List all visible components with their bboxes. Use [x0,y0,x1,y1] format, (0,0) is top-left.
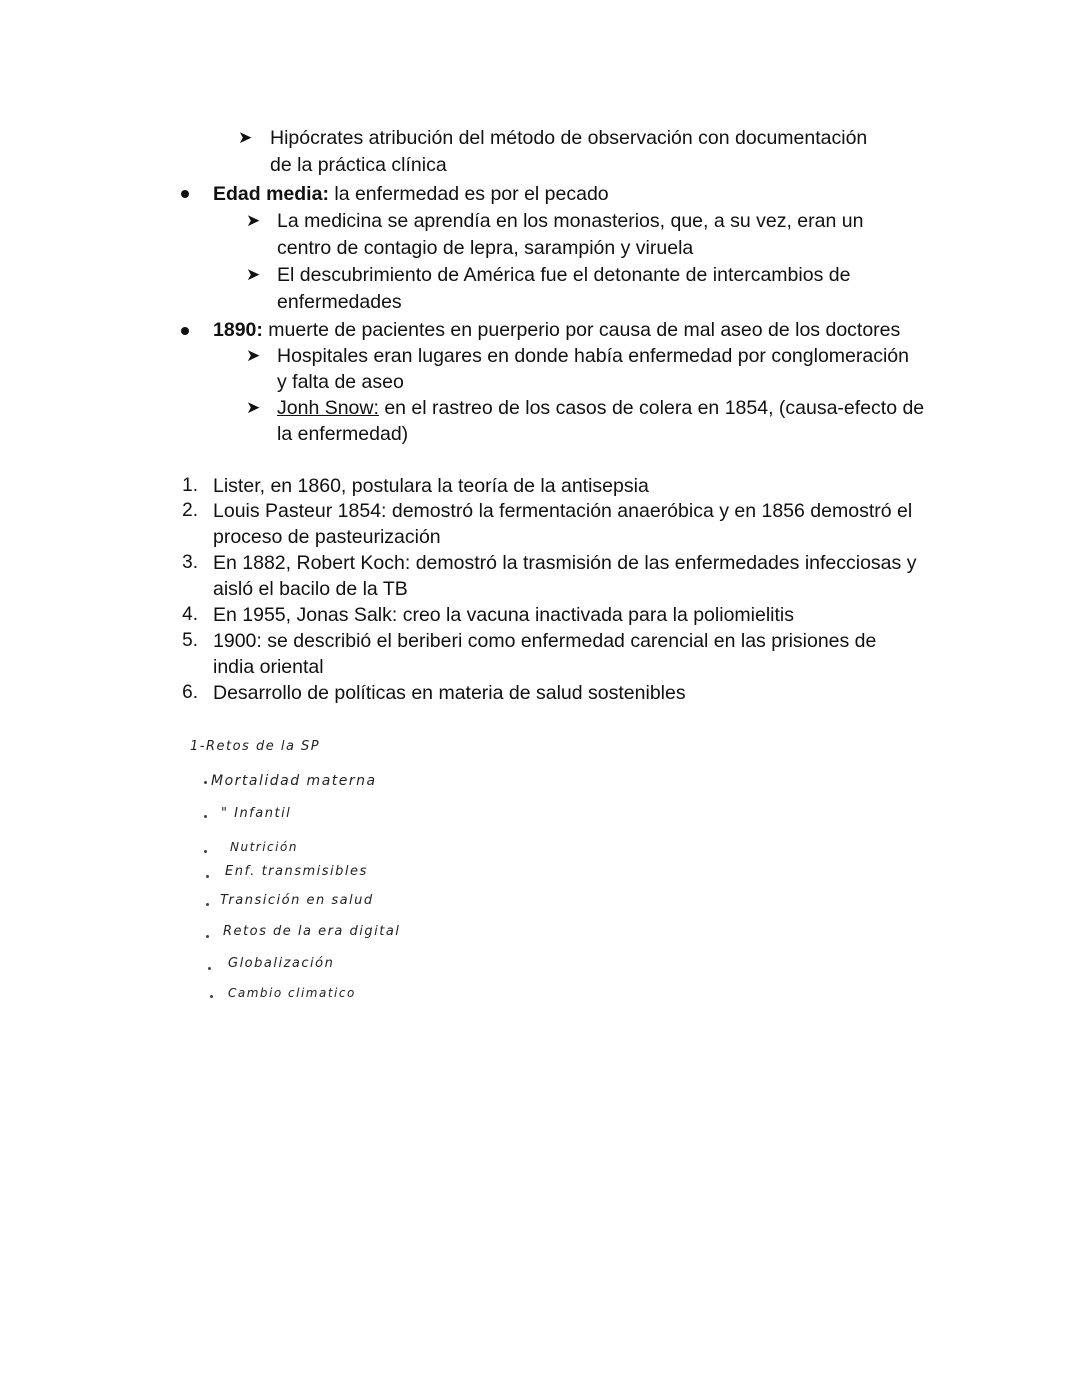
y1890-sub2-line-1 [277,395,924,421]
list-item-6-line-1: Desarrollo de políticas en materia de salud sostenibles [213,682,686,704]
hand-dot-icon [204,781,207,784]
list-item-3-line-1: En 1882, Robert Koch: demostró la trasmisión de las enfermedades infecciosas y [213,552,917,574]
handwritten-item: Globalización [228,956,335,971]
handwritten-item: Enf. transmisibles [225,864,368,879]
handwritten-item: " Infantil [221,806,292,821]
hand-dot-icon [204,850,207,853]
hand-dot-icon [204,815,207,818]
list-item-2-line-2: proceso de pasteurización [213,526,441,548]
handwritten-item: Mortalidad materna [211,773,377,789]
edad-media-text: la enfermedad es por el pecado [328,183,609,205]
handwritten-item: Cambio climatico [228,986,356,1000]
y1890-sub1-line-2: y falta de aseo [277,371,404,393]
y1890-sub1-line-1: Hospitales eran lugares en donde había enfermedad por conglomeración [277,345,909,367]
edad-media-sub1-line-1: La medicina se aprendía en los monasterios, que, a su vez, eran un [277,210,864,232]
bullet-icon [181,190,189,198]
list-item-2-line-1: Louis Pasteur 1854: demostró la fermentación anaeróbica y en 1856 demostró el [213,500,913,522]
arrowhead-bullet-icon: ➤ [238,128,253,147]
list-number: 4. [182,604,198,625]
handwritten-title: 1-Retos de la SP [190,739,321,754]
edad-media-label: Edad media: [213,183,329,205]
handwritten-item: Nutrición [230,840,298,854]
y1890-heading [213,317,900,343]
handwritten-item: Transición en salud [220,893,374,908]
arrowhead-bullet-icon: ➤ [246,211,261,230]
y1890-sub2-line-2: la enfermedad) [277,423,409,445]
hipocrates-line-2: de la práctica clínica [270,154,447,176]
handwritten-item: Retos de la era digital [223,924,401,939]
arrowhead-bullet-icon: ➤ [246,346,261,365]
y1890-text: muerte de pacientes en puerperio por causa de mal aseo de los doctores [262,319,901,341]
jonh-snow-link: Jonh Snow: [277,397,379,419]
list-item-4-line-1: En 1955, Jonas Salk: creo la vacuna inactivada para la poliomielitis [213,604,795,626]
edad-media-sub2-line-1: El descubrimiento de América fue el detonante de intercambios de [277,264,851,286]
list-number: 6. [182,682,198,703]
list-item-1-line-1: Lister, en 1860, postulara la teoría de la antisepsia [213,475,649,497]
hand-dot-icon [208,967,211,970]
hand-dot-icon [210,995,213,998]
hand-dot-icon [206,875,209,878]
edad-media-heading [213,181,609,207]
arrowhead-bullet-icon: ➤ [246,265,261,284]
list-number: 3. [182,552,198,573]
arrowhead-bullet-icon: ➤ [246,398,261,417]
list-number: 2. [182,500,198,521]
list-item-5-line-2: india oriental [213,656,324,678]
list-item-3-line-2: aisló el bacilo de la TB [213,578,408,600]
list-number: 1. [182,475,198,496]
y1890-label: 1890: [213,319,263,341]
hand-dot-icon [206,903,209,906]
list-item-5-line-1: 1900: se describió el beriberi como enfermedad carencial en las prisiones de [213,630,877,652]
edad-media-sub2-line-2: enfermedades [277,291,402,313]
y1890-sub2-rest: en el rastreo de los casos de colera en 1854, (causa-efecto de [378,397,925,419]
hand-dot-icon [206,935,209,938]
edad-media-sub1-line-2: centro de contagio de lepra, sarampión y viruela [277,237,694,259]
list-number: 5. [182,630,198,651]
bullet-icon [181,327,189,335]
hipocrates-line-1: Hipócrates atribución del método de observación con documentación [270,127,868,149]
